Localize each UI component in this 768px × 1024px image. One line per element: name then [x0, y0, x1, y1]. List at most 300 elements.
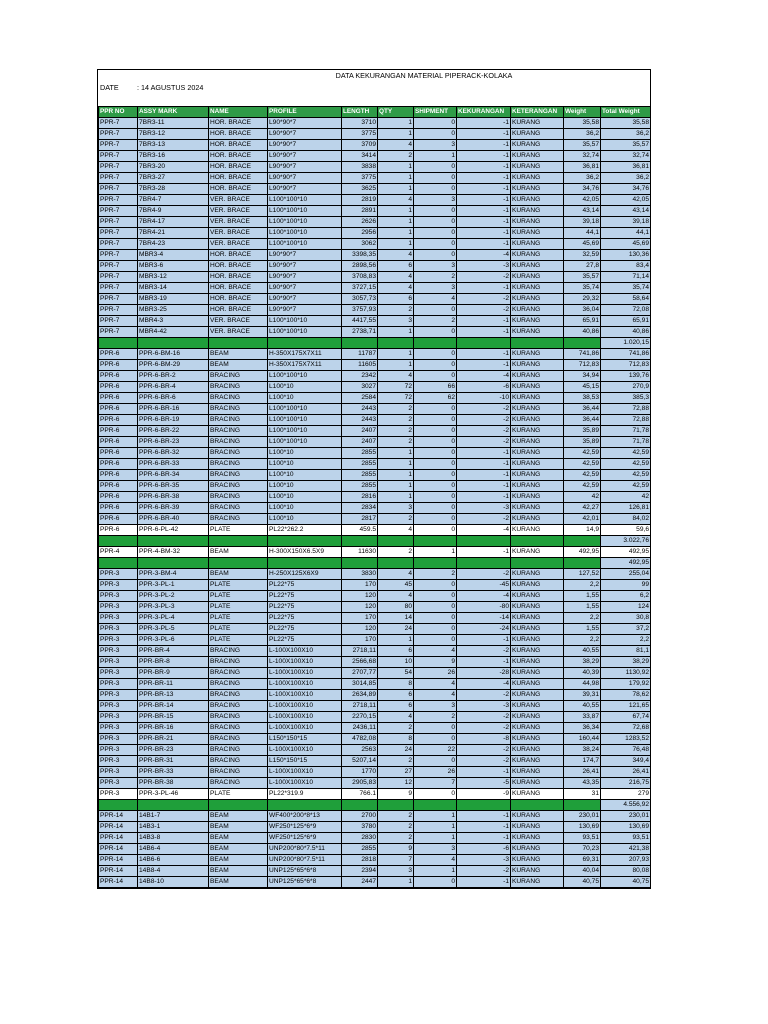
cell-length[interactable]: 3708,83 [342, 272, 378, 283]
cell-ppr-no[interactable]: PPR-6 [99, 481, 138, 492]
cell-qty[interactable]: 1 [378, 877, 414, 888]
cell-ppr-no[interactable]: PPR-6 [99, 448, 138, 459]
cell-profile[interactable]: WF250*125*6*9 [268, 833, 342, 844]
cell-profile[interactable]: L100*10 [268, 470, 342, 481]
cell-kekurangan[interactable]: -3 [457, 503, 511, 514]
cell-weight[interactable]: 29,32 [564, 294, 601, 305]
cell-kekurangan[interactable]: -2 [457, 426, 511, 437]
cell-profile[interactable]: WF250*125*6*9 [268, 822, 342, 833]
cell-assy-mark[interactable]: 14B6-4 [138, 844, 209, 855]
cell-ppr-no[interactable]: PPR-6 [99, 437, 138, 448]
cell-weight[interactable]: 35,57 [564, 140, 601, 151]
cell-keterangan[interactable]: KURANG [511, 492, 564, 503]
cell-shipment[interactable]: 0 [414, 415, 457, 426]
cell-keterangan[interactable]: KURANG [511, 844, 564, 855]
cell-weight[interactable]: 45,69 [564, 239, 601, 250]
cell-ppr-no[interactable]: PPR-7 [99, 118, 138, 129]
cell-length[interactable]: 4782,08 [342, 734, 378, 745]
cell-keterangan[interactable]: KURANG [511, 503, 564, 514]
cell-keterangan[interactable]: KURANG [511, 316, 564, 327]
cell-qty[interactable]: 2 [378, 756, 414, 767]
cell-total-weight[interactable]: 72,68 [601, 723, 651, 734]
cell-assy-mark[interactable]: PPR-3-PL-46 [138, 789, 209, 800]
col-header-ppr-no[interactable]: PPR NO [99, 107, 138, 118]
cell-ppr-no[interactable]: PPR-14 [99, 811, 138, 822]
cell-weight[interactable]: 174,7 [564, 756, 601, 767]
cell-total-weight[interactable]: 349,4 [601, 756, 651, 767]
cell-profile[interactable]: PL22*75 [268, 624, 342, 635]
cell-length[interactable]: 3775 [342, 173, 378, 184]
cell-ppr-no[interactable]: PPR-6 [99, 525, 138, 536]
cell-shipment[interactable]: 1 [414, 811, 457, 822]
cell-assy-mark[interactable]: PPR-6-BR-32 [138, 448, 209, 459]
cell-kekurangan[interactable]: -1 [457, 360, 511, 371]
cell-length[interactable]: 2956 [342, 228, 378, 239]
cell-ppr-no[interactable]: PPR-7 [99, 305, 138, 316]
cell-total-weight[interactable]: 42,59 [601, 470, 651, 481]
cell-name[interactable]: BRACING [209, 745, 268, 756]
cell-keterangan[interactable]: KURANG [511, 261, 564, 272]
cell-ppr-no[interactable]: PPR-14 [99, 822, 138, 833]
cell-shipment[interactable]: 0 [414, 602, 457, 613]
cell-assy-mark[interactable]: PPR-6-BM-29 [138, 360, 209, 371]
cell-keterangan[interactable]: KURANG [511, 855, 564, 866]
cell-keterangan[interactable]: KURANG [511, 778, 564, 789]
cell-profile[interactable]: L100*100*10 [268, 316, 342, 327]
cell-total-weight[interactable]: 30,8 [601, 613, 651, 624]
cell-ppr-no[interactable]: PPR-6 [99, 349, 138, 360]
cell-keterangan[interactable]: KURANG [511, 118, 564, 129]
cell-total-weight[interactable]: 38,29 [601, 657, 651, 668]
cell-length[interactable]: 5207,14 [342, 756, 378, 767]
cell-qty[interactable]: 1 [378, 118, 414, 129]
cell-qty[interactable]: 1 [378, 239, 414, 250]
cell-qty[interactable]: 3 [378, 866, 414, 877]
cell-total-weight[interactable]: 1130,92 [601, 668, 651, 679]
cell-name[interactable]: HOR. BRACE [209, 173, 268, 184]
cell-shipment[interactable]: 0 [414, 525, 457, 536]
cell-total-weight[interactable]: 121,65 [601, 701, 651, 712]
cell-weight[interactable]: 38,24 [564, 745, 601, 756]
cell-qty[interactable]: 7 [378, 855, 414, 866]
cell-name[interactable]: BRACING [209, 646, 268, 657]
cell-kekurangan[interactable]: -1 [457, 822, 511, 833]
cell-weight[interactable]: 42 [564, 492, 601, 503]
cell-qty[interactable]: 3 [378, 503, 414, 514]
cell-keterangan[interactable]: KURANG [511, 437, 564, 448]
cell-keterangan[interactable]: KURANG [511, 525, 564, 536]
cell-weight[interactable]: 1,55 [564, 591, 601, 602]
cell-length[interactable]: 3830 [342, 569, 378, 580]
cell-weight[interactable]: 39,31 [564, 690, 601, 701]
cell-length[interactable]: 2855 [342, 481, 378, 492]
cell-keterangan[interactable]: KURANG [511, 668, 564, 679]
cell-shipment[interactable]: 0 [414, 734, 457, 745]
cell-name[interactable]: BEAM [209, 547, 268, 558]
cell-qty[interactable]: 2 [378, 415, 414, 426]
cell-weight[interactable]: 40,86 [564, 327, 601, 338]
cell-length[interactable]: 170 [342, 613, 378, 624]
cell-keterangan[interactable]: KURANG [511, 294, 564, 305]
cell-assy-mark[interactable]: PPR-BR-14 [138, 701, 209, 712]
cell-weight[interactable]: 2,2 [564, 580, 601, 591]
cell-qty[interactable]: 2 [378, 514, 414, 525]
cell-shipment[interactable]: 3 [414, 844, 457, 855]
cell-kekurangan[interactable]: -1 [457, 129, 511, 140]
cell-shipment[interactable]: 9 [414, 657, 457, 668]
cell-shipment[interactable]: 3 [414, 283, 457, 294]
cell-keterangan[interactable]: KURANG [511, 866, 564, 877]
cell-keterangan[interactable]: KURANG [511, 129, 564, 140]
cell-qty[interactable]: 1 [378, 459, 414, 470]
cell-qty[interactable]: 10 [378, 657, 414, 668]
cell-kekurangan[interactable]: -2 [457, 415, 511, 426]
cell-keterangan[interactable]: KURANG [511, 195, 564, 206]
cell-keterangan[interactable]: KURANG [511, 448, 564, 459]
cell-keterangan[interactable]: KURANG [511, 734, 564, 745]
cell-length[interactable]: 2834 [342, 503, 378, 514]
cell-kekurangan[interactable]: -4 [457, 591, 511, 602]
cell-qty[interactable]: 2 [378, 437, 414, 448]
cell-assy-mark[interactable]: PPR-6-BR-2 [138, 371, 209, 382]
cell-qty[interactable]: 1 [378, 206, 414, 217]
cell-length[interactable]: 2905,83 [342, 778, 378, 789]
cell-name[interactable]: BEAM [209, 866, 268, 877]
cell-total-weight[interactable]: 71,14 [601, 272, 651, 283]
cell-keterangan[interactable]: KURANG [511, 151, 564, 162]
cell-weight[interactable]: 42,27 [564, 503, 601, 514]
cell-weight[interactable]: 14,9 [564, 525, 601, 536]
cell-ppr-no[interactable]: PPR-3 [99, 646, 138, 657]
cell-profile[interactable]: UNP125*65*6*8 [268, 877, 342, 888]
cell-shipment[interactable]: 0 [414, 635, 457, 646]
cell-assy-mark[interactable]: PPR-6-BR-40 [138, 514, 209, 525]
cell-weight[interactable]: 42,05 [564, 195, 601, 206]
cell-kekurangan[interactable]: -2 [457, 866, 511, 877]
cell-name[interactable]: BEAM [209, 833, 268, 844]
cell-kekurangan[interactable]: -2 [457, 514, 511, 525]
cell-keterangan[interactable]: KURANG [511, 404, 564, 415]
cell-kekurangan[interactable]: -1 [457, 833, 511, 844]
cell-name[interactable]: BEAM [209, 349, 268, 360]
cell-weight[interactable]: 36,44 [564, 415, 601, 426]
cell-total-weight[interactable]: 40,86 [601, 327, 651, 338]
cell-profile[interactable]: H-350X175X7X11 [268, 349, 342, 360]
cell-keterangan[interactable]: KURANG [511, 184, 564, 195]
cell-ppr-no[interactable]: PPR-3 [99, 756, 138, 767]
cell-qty[interactable]: 2 [378, 151, 414, 162]
cell-length[interactable]: 120 [342, 591, 378, 602]
cell-qty[interactable]: 24 [378, 745, 414, 756]
cell-kekurangan[interactable]: -1 [457, 217, 511, 228]
cell-length[interactable]: 3709 [342, 140, 378, 151]
cell-qty[interactable]: 1 [378, 360, 414, 371]
cell-ppr-no[interactable]: PPR-14 [99, 866, 138, 877]
cell-length[interactable]: 170 [342, 580, 378, 591]
cell-weight[interactable]: 93,51 [564, 833, 601, 844]
cell-keterangan[interactable]: KURANG [511, 723, 564, 734]
cell-kekurangan[interactable]: -24 [457, 624, 511, 635]
cell-length[interactable]: 2816 [342, 492, 378, 503]
cell-keterangan[interactable]: KURANG [511, 580, 564, 591]
cell-assy-mark[interactable]: MBR3-4 [138, 250, 209, 261]
cell-profile[interactable]: L90*90*7 [268, 305, 342, 316]
cell-qty[interactable]: 6 [378, 294, 414, 305]
cell-ppr-no[interactable]: PPR-6 [99, 382, 138, 393]
cell-kekurangan[interactable]: -9 [457, 789, 511, 800]
cell-total-weight[interactable]: 42,05 [601, 195, 651, 206]
cell-total-weight[interactable]: 34,76 [601, 184, 651, 195]
cell-shipment[interactable]: 0 [414, 613, 457, 624]
cell-kekurangan[interactable]: -8 [457, 734, 511, 745]
cell-total-weight[interactable]: 26,41 [601, 767, 651, 778]
cell-weight[interactable]: 42,59 [564, 470, 601, 481]
cell-shipment[interactable]: 1 [414, 866, 457, 877]
cell-assy-mark[interactable]: MBR4-3 [138, 316, 209, 327]
cell-ppr-no[interactable]: PPR-7 [99, 228, 138, 239]
cell-keterangan[interactable]: KURANG [511, 591, 564, 602]
cell-kekurangan[interactable]: -3 [457, 701, 511, 712]
cell-assy-mark[interactable]: 14B3-1 [138, 822, 209, 833]
cell-total-weight[interactable]: 492,95 [601, 547, 651, 558]
cell-profile[interactable]: L90*90*7 [268, 173, 342, 184]
cell-kekurangan[interactable]: -1 [457, 470, 511, 481]
cell-total-weight[interactable]: 42,59 [601, 448, 651, 459]
cell-keterangan[interactable]: KURANG [511, 239, 564, 250]
cell-qty[interactable]: 4 [378, 250, 414, 261]
cell-weight[interactable]: 40,75 [564, 877, 601, 888]
cell-total-weight[interactable]: 35,58 [601, 118, 651, 129]
cell-profile[interactable]: L-100X100X10 [268, 657, 342, 668]
cell-length[interactable]: 766.1 [342, 789, 378, 800]
cell-total-weight[interactable]: 207,93 [601, 855, 651, 866]
cell-weight[interactable]: 34,94 [564, 371, 601, 382]
cell-keterangan[interactable]: KURANG [511, 833, 564, 844]
cell-qty[interactable]: 2 [378, 723, 414, 734]
cell-kekurangan[interactable]: -80 [457, 602, 511, 613]
cell-total-weight[interactable]: 130,36 [601, 250, 651, 261]
cell-profile[interactable]: L90*90*7 [268, 162, 342, 173]
cell-profile[interactable]: L100*100*10 [268, 371, 342, 382]
cell-assy-mark[interactable]: PPR-3-PL-1 [138, 580, 209, 591]
cell-name[interactable]: BRACING [209, 459, 268, 470]
cell-kekurangan[interactable]: -1 [457, 327, 511, 338]
cell-kekurangan[interactable]: -2 [457, 646, 511, 657]
cell-qty[interactable]: 9 [378, 844, 414, 855]
cell-qty[interactable]: 6 [378, 690, 414, 701]
cell-keterangan[interactable]: KURANG [511, 217, 564, 228]
cell-ppr-no[interactable]: PPR-14 [99, 844, 138, 855]
cell-assy-mark[interactable]: 7BR4-7 [138, 195, 209, 206]
cell-kekurangan[interactable]: -1 [457, 118, 511, 129]
cell-shipment[interactable]: 0 [414, 184, 457, 195]
cell-kekurangan[interactable]: -2 [457, 404, 511, 415]
cell-ppr-no[interactable]: PPR-6 [99, 470, 138, 481]
cell-qty[interactable]: 1 [378, 228, 414, 239]
cell-keterangan[interactable]: KURANG [511, 382, 564, 393]
cell-length[interactable]: 3027 [342, 382, 378, 393]
cell-length[interactable]: 2634,89 [342, 690, 378, 701]
cell-length[interactable]: 3838 [342, 162, 378, 173]
cell-length[interactable]: 3727,15 [342, 283, 378, 294]
cell-keterangan[interactable]: KURANG [511, 349, 564, 360]
cell-profile[interactable]: L90*90*7 [268, 250, 342, 261]
cell-shipment[interactable]: 0 [414, 162, 457, 173]
cell-name[interactable]: BRACING [209, 712, 268, 723]
cell-weight[interactable]: 26,41 [564, 767, 601, 778]
cell-profile[interactable]: L100*10 [268, 459, 342, 470]
cell-weight[interactable]: 35,74 [564, 283, 601, 294]
cell-shipment[interactable]: 4 [414, 690, 457, 701]
cell-shipment[interactable]: 0 [414, 404, 457, 415]
cell-length[interactable]: 3757,93 [342, 305, 378, 316]
cell-name[interactable]: BRACING [209, 426, 268, 437]
cell-qty[interactable]: 72 [378, 393, 414, 404]
cell-kekurangan[interactable]: -2 [457, 745, 511, 756]
cell-shipment[interactable]: 0 [414, 173, 457, 184]
cell-weight[interactable]: 2,2 [564, 635, 601, 646]
cell-total-weight[interactable]: 32,74 [601, 151, 651, 162]
cell-weight[interactable]: 712,83 [564, 360, 601, 371]
cell-total-weight[interactable]: 93,51 [601, 833, 651, 844]
cell-profile[interactable]: L100*10 [268, 393, 342, 404]
cell-profile[interactable]: L90*90*7 [268, 261, 342, 272]
col-header-weight[interactable]: Weight [564, 107, 601, 118]
cell-kekurangan[interactable]: -1 [457, 206, 511, 217]
cell-qty[interactable]: 72 [378, 382, 414, 393]
cell-qty[interactable]: 45 [378, 580, 414, 591]
cell-kekurangan[interactable]: -2 [457, 437, 511, 448]
cell-name[interactable]: BRACING [209, 701, 268, 712]
cell-weight[interactable]: 43,14 [564, 206, 601, 217]
cell-keterangan[interactable]: KURANG [511, 877, 564, 888]
cell-total-weight[interactable]: 130,69 [601, 822, 651, 833]
cell-name[interactable]: HOR. BRACE [209, 162, 268, 173]
cell-name[interactable]: BRACING [209, 734, 268, 745]
cell-kekurangan[interactable]: -4 [457, 371, 511, 382]
cell-total-weight[interactable]: 80,08 [601, 866, 651, 877]
cell-weight[interactable]: 492,95 [564, 547, 601, 558]
cell-length[interactable]: 11787 [342, 349, 378, 360]
cell-ppr-no[interactable]: PPR-3 [99, 712, 138, 723]
cell-length[interactable]: 3014,85 [342, 679, 378, 690]
cell-assy-mark[interactable]: PPR-BR-31 [138, 756, 209, 767]
cell-length[interactable]: 2626 [342, 217, 378, 228]
cell-qty[interactable]: 4 [378, 371, 414, 382]
cell-total-weight[interactable]: 44,1 [601, 228, 651, 239]
cell-assy-mark[interactable]: PPR-6-PL-42 [138, 525, 209, 536]
cell-kekurangan[interactable]: -4 [457, 250, 511, 261]
cell-total-weight[interactable]: 72,88 [601, 404, 651, 415]
cell-length[interactable]: 2718,11 [342, 646, 378, 657]
cell-shipment[interactable]: 2 [414, 316, 457, 327]
cell-name[interactable]: PLATE [209, 591, 268, 602]
cell-qty[interactable]: 4 [378, 712, 414, 723]
cell-ppr-no[interactable]: PPR-14 [99, 877, 138, 888]
cell-shipment[interactable]: 0 [414, 470, 457, 481]
cell-weight[interactable]: 35,58 [564, 118, 601, 129]
cell-keterangan[interactable]: KURANG [511, 547, 564, 558]
cell-qty[interactable]: 2 [378, 305, 414, 316]
cell-length[interactable]: 2342 [342, 371, 378, 382]
cell-kekurangan[interactable]: -2 [457, 690, 511, 701]
cell-weight[interactable]: 1,55 [564, 624, 601, 635]
cell-qty[interactable]: 54 [378, 668, 414, 679]
cell-kekurangan[interactable]: -1 [457, 173, 511, 184]
cell-shipment[interactable]: 3 [414, 195, 457, 206]
cell-total-weight[interactable]: 58,64 [601, 294, 651, 305]
cell-assy-mark[interactable]: PPR-BR-9 [138, 668, 209, 679]
cell-kekurangan[interactable]: -1 [457, 811, 511, 822]
cell-name[interactable]: PLATE [209, 525, 268, 536]
cell-length[interactable]: 2898,56 [342, 261, 378, 272]
cell-keterangan[interactable]: KURANG [511, 701, 564, 712]
col-header-kekurangan[interactable]: KEKURANGAN [457, 107, 511, 118]
cell-qty[interactable]: 2 [378, 547, 414, 558]
cell-kekurangan[interactable]: -3 [457, 855, 511, 866]
cell-total-weight[interactable]: 179,92 [601, 679, 651, 690]
cell-shipment[interactable]: 0 [414, 327, 457, 338]
cell-ppr-no[interactable]: PPR-3 [99, 624, 138, 635]
cell-keterangan[interactable]: KURANG [511, 250, 564, 261]
cell-kekurangan[interactable]: -1 [457, 151, 511, 162]
cell-qty[interactable]: 4 [378, 569, 414, 580]
cell-ppr-no[interactable]: PPR-7 [99, 129, 138, 140]
cell-ppr-no[interactable]: PPR-3 [99, 613, 138, 624]
cell-length[interactable]: 2443 [342, 415, 378, 426]
cell-ppr-no[interactable]: PPR-14 [99, 855, 138, 866]
cell-keterangan[interactable]: KURANG [511, 283, 564, 294]
cell-keterangan[interactable]: KURANG [511, 360, 564, 371]
cell-keterangan[interactable]: KURANG [511, 602, 564, 613]
cell-kekurangan[interactable]: -1 [457, 448, 511, 459]
cell-shipment[interactable]: 26 [414, 668, 457, 679]
cell-ppr-no[interactable]: PPR-6 [99, 459, 138, 470]
cell-total-weight[interactable]: 124 [601, 602, 651, 613]
cell-kekurangan[interactable]: -1 [457, 459, 511, 470]
cell-assy-mark[interactable]: 7BR3-16 [138, 151, 209, 162]
cell-ppr-no[interactable]: PPR-7 [99, 151, 138, 162]
cell-length[interactable]: 3414 [342, 151, 378, 162]
cell-qty[interactable]: 4 [378, 283, 414, 294]
cell-shipment[interactable]: 0 [414, 239, 457, 250]
cell-shipment[interactable]: 62 [414, 393, 457, 404]
cell-shipment[interactable]: 0 [414, 371, 457, 382]
cell-profile[interactable]: L100*100*10 [268, 404, 342, 415]
cell-qty[interactable]: 1 [378, 184, 414, 195]
cell-profile[interactable]: UNP200*80*7.5*11 [268, 844, 342, 855]
cell-weight[interactable]: 44,98 [564, 679, 601, 690]
cell-total-weight[interactable]: 741,86 [601, 349, 651, 360]
cell-assy-mark[interactable]: MBR3-12 [138, 272, 209, 283]
cell-name[interactable]: VER. BRACE [209, 316, 268, 327]
cell-assy-mark[interactable]: PPR-6-BR-22 [138, 426, 209, 437]
cell-name[interactable]: HOR. BRACE [209, 283, 268, 294]
cell-profile[interactable]: L100*100*10 [268, 195, 342, 206]
cell-keterangan[interactable]: KURANG [511, 173, 564, 184]
cell-profile[interactable]: L-100X100X10 [268, 646, 342, 657]
cell-assy-mark[interactable]: 7BR3-27 [138, 173, 209, 184]
cell-kekurangan[interactable]: -1 [457, 283, 511, 294]
cell-keterangan[interactable]: KURANG [511, 690, 564, 701]
cell-profile[interactable]: UNP125*65*6*8 [268, 866, 342, 877]
cell-shipment[interactable]: 0 [414, 349, 457, 360]
cell-keterangan[interactable]: KURANG [511, 371, 564, 382]
col-header-length[interactable]: LENGTH [342, 107, 378, 118]
cell-shipment[interactable]: 0 [414, 514, 457, 525]
cell-profile[interactable]: L90*90*7 [268, 283, 342, 294]
cell-length[interactable]: 2447 [342, 877, 378, 888]
